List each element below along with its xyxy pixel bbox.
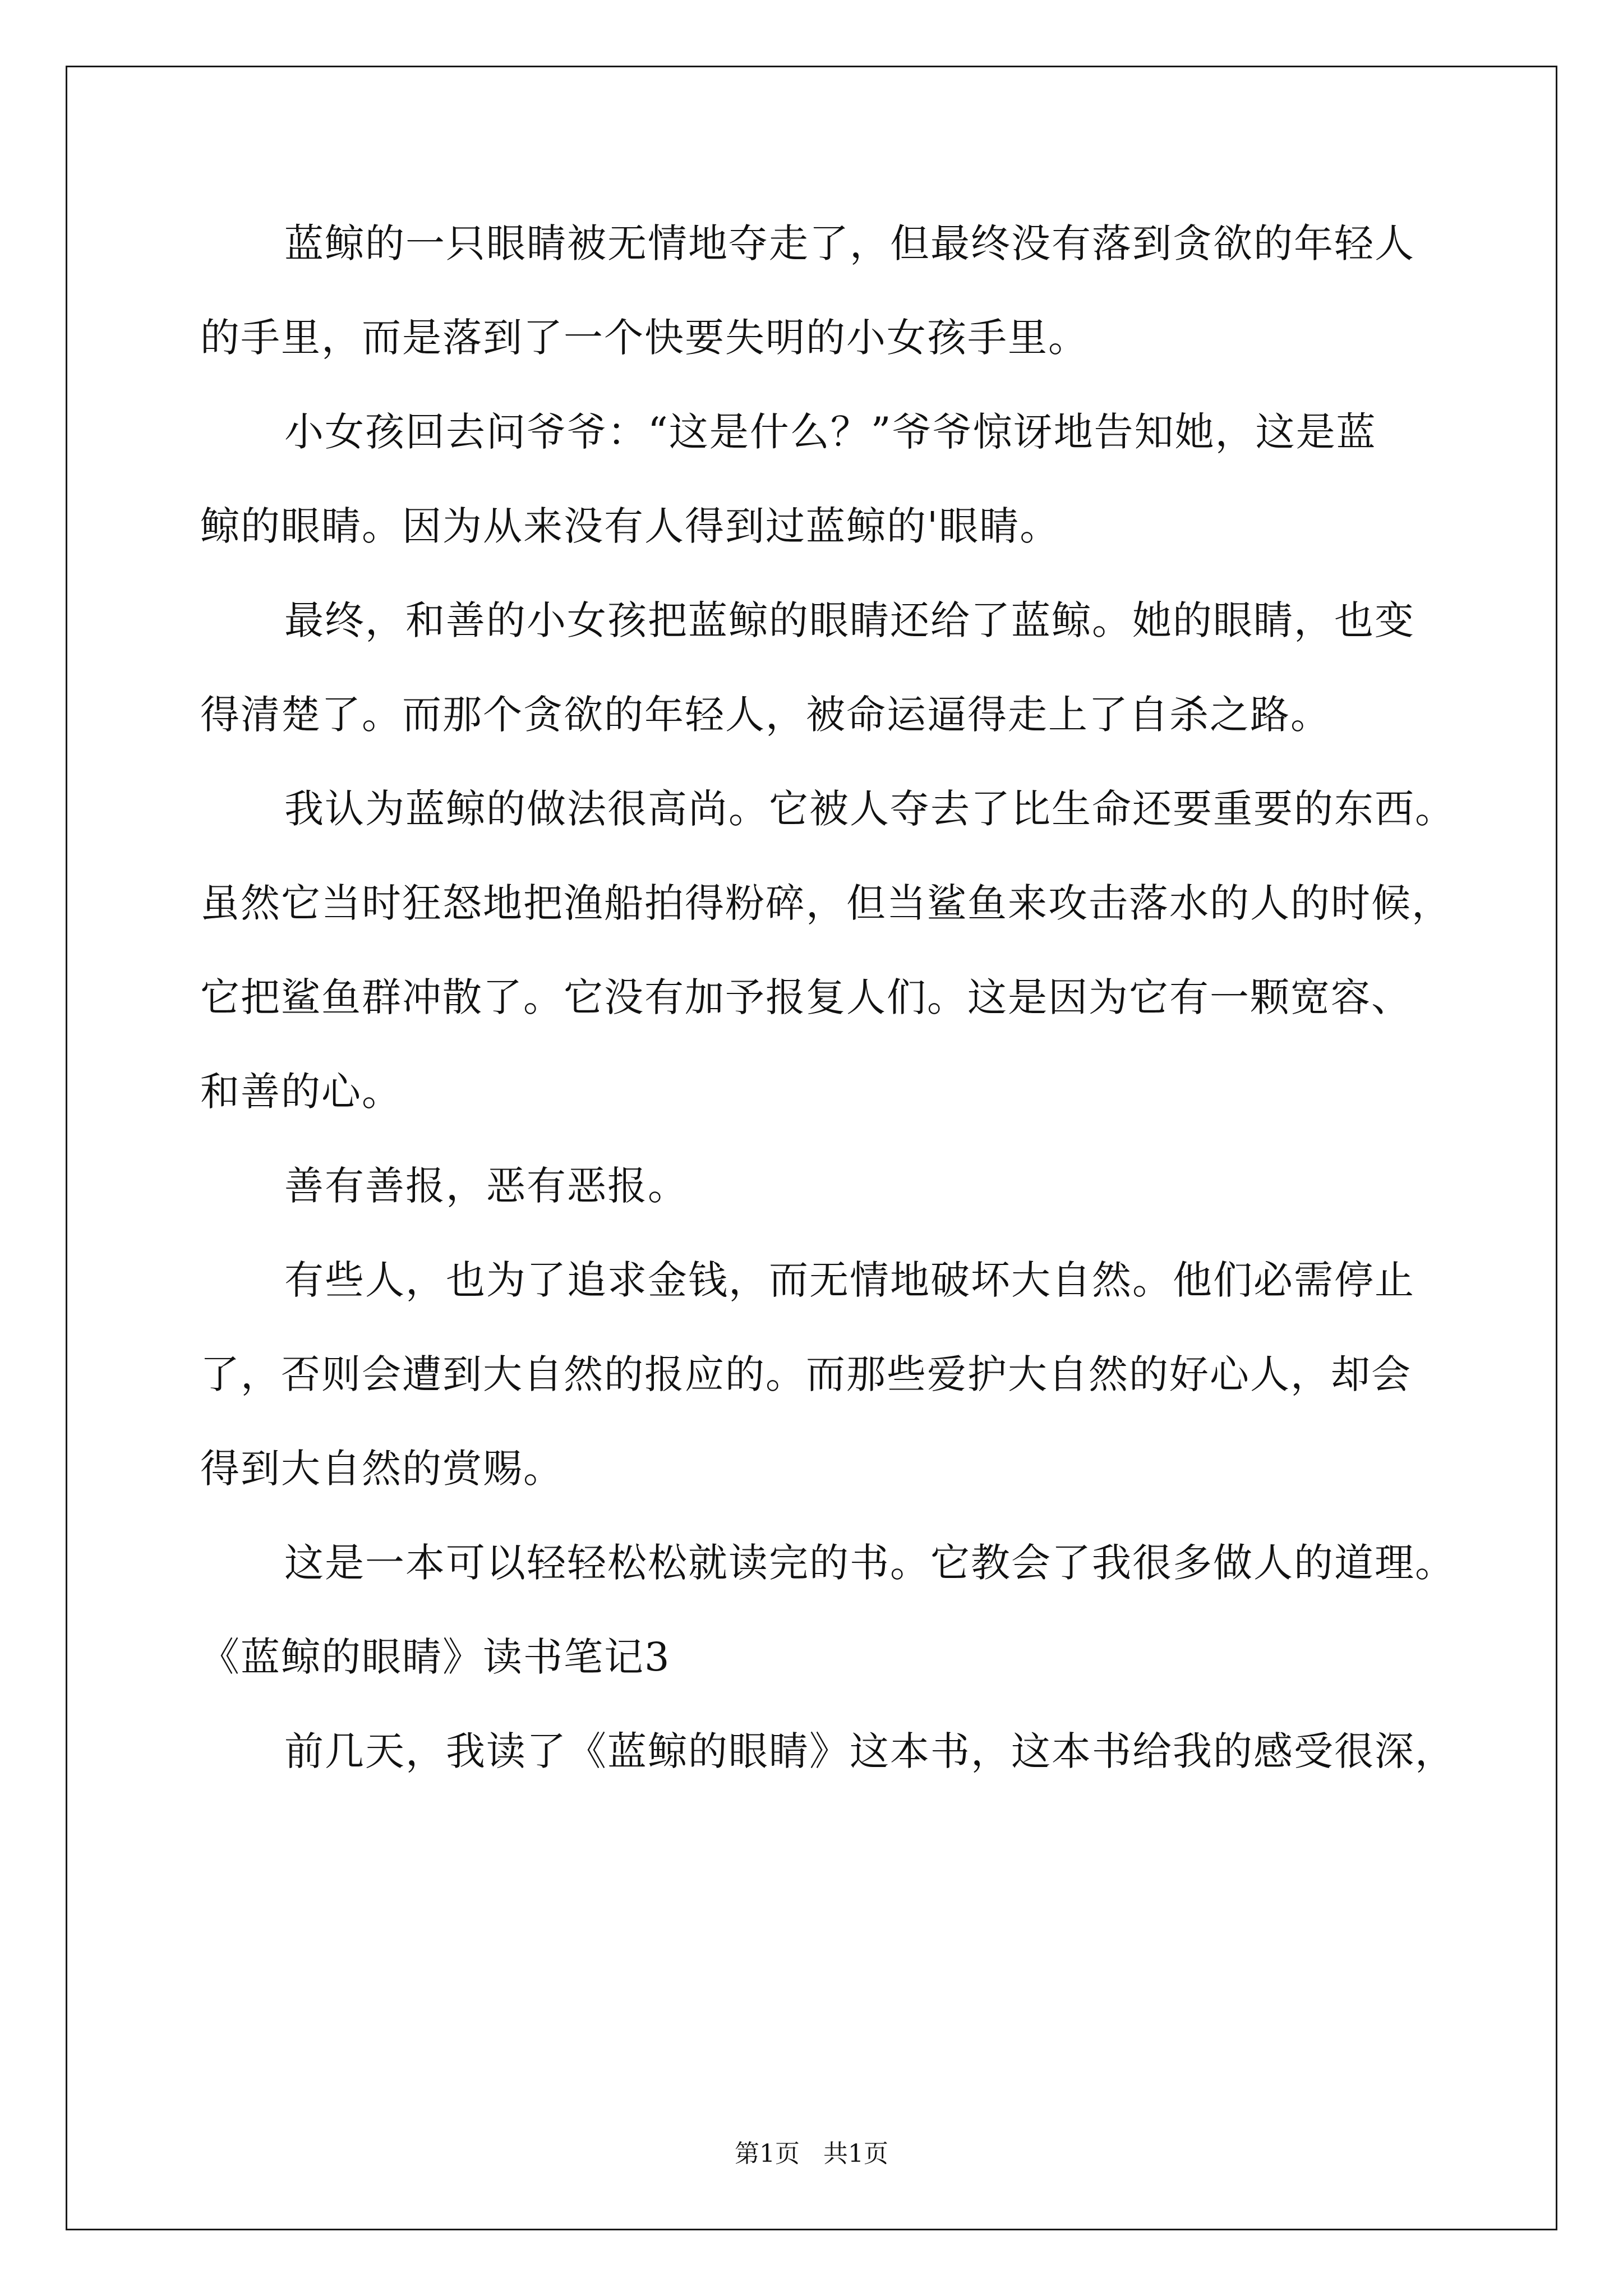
paragraph-line: 了，否则会遭到大自然的报应的。而那些爱护大自然的好心人，却会 [200, 1351, 1412, 1397]
paragraph-line: 我认为蓝鲸的做法很高尚。它被人夺去了比生命还要重要的东西。 [284, 786, 1455, 832]
paragraph-line: 蓝鲸的一只眼睛被无情地夺走了，但最终没有落到贪欲的年轻人 [284, 220, 1415, 266]
paragraph-line: 得清楚了。而那个贪欲的年轻人，被命运逼得走上了自杀之路。 [200, 692, 1331, 738]
paragraph-line: 小女孩回去问爷爷：“这是什么？”爷爷惊讶地告知她，这是蓝 [284, 409, 1377, 455]
paragraph-line: 鲸的眼睛。因为从来没有人得到过蓝鲸的'眼睛。 [200, 503, 1061, 549]
paragraph-line: 前几天，我读了《蓝鲸的眼睛》这本书，这本书给我的感受很深， [284, 1728, 1455, 1774]
paragraph-line: 最终，和善的小女孩把蓝鲸的眼睛还给了蓝鲸。她的眼睛，也变 [284, 597, 1415, 643]
paragraph-line: 它把鲨鱼群冲散了。它没有加予报复人们。这是因为它有一颗宽容、 [200, 974, 1412, 1020]
paragraph-line: 善有善报，恶有恶报。 [284, 1163, 688, 1209]
paragraph-line: 的手里，而是落到了一个快要失明的小女孩手里。 [200, 315, 1089, 361]
paragraph-line: 得到大自然的赏赐。 [200, 1446, 564, 1492]
section-heading: 《蓝鲸的眼睛》读书笔记3 [200, 1634, 671, 1680]
paragraph-line: 虽然它当时狂怒地把渔船拍得粉碎，但当鲨鱼来攻击落水的人的时候， [200, 880, 1452, 926]
paragraph-line: 这是一本可以轻轻松松就读完的书。它教会了我很多做人的道理。 [284, 1540, 1455, 1586]
page-footer: 第1页 共1页 [735, 2139, 888, 2168]
paragraph-line: 和善的心。 [200, 1069, 402, 1115]
paragraph-line: 有些人，也为了追求金钱，而无情地破坏大自然。他们必需停止 [284, 1257, 1415, 1303]
document-body [200, 196, 1455, 1798]
